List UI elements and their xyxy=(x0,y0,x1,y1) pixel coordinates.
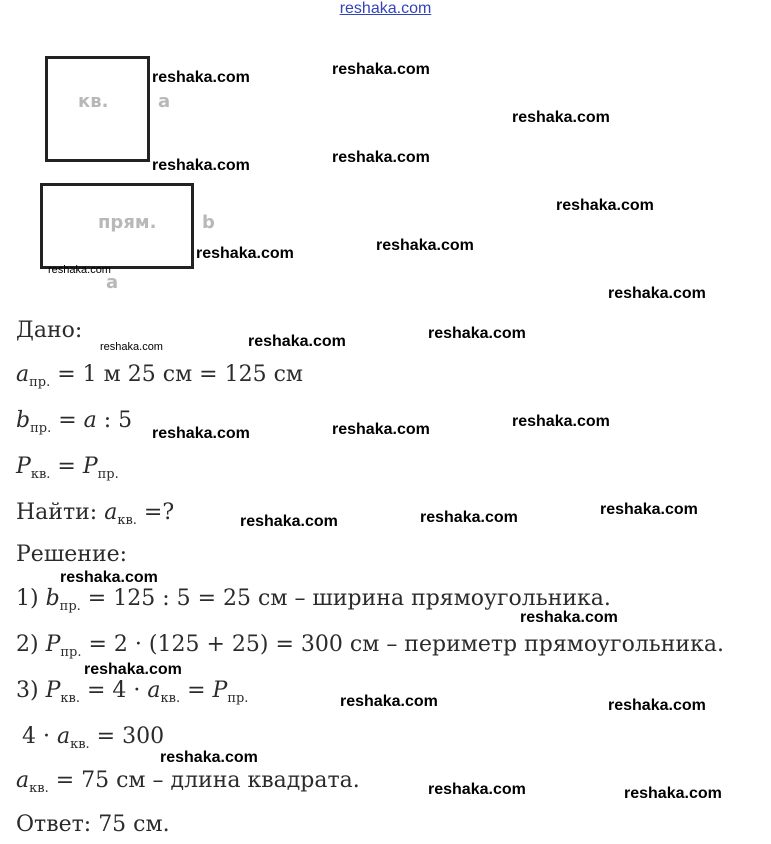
watermark: reshaka.com xyxy=(512,413,610,430)
watermark: reshaka.com xyxy=(376,237,474,254)
watermark: reshaka.com xyxy=(428,781,526,798)
watermark: reshaka.com xyxy=(100,341,163,353)
watermark: reshaka.com xyxy=(600,501,698,518)
solution-step-1 xyxy=(16,586,611,620)
var: b xyxy=(45,586,60,611)
text: Найти: xyxy=(16,500,105,525)
watermark: reshaka.com xyxy=(332,421,430,438)
text: = xyxy=(50,454,83,479)
watermark: reshaka.com xyxy=(340,693,438,710)
var: a xyxy=(16,362,30,387)
var: a xyxy=(104,500,118,525)
var: a xyxy=(83,408,97,433)
watermark: reshaka.com xyxy=(248,333,346,350)
watermark: reshaka.com xyxy=(152,69,250,86)
var: P xyxy=(45,678,61,703)
subscript: кв. xyxy=(30,467,51,482)
var: P xyxy=(82,454,98,479)
watermark: reshaka.com xyxy=(196,245,294,262)
watermark: reshaka.com xyxy=(520,609,618,626)
find-line xyxy=(16,500,174,534)
rectangle-height-label: b xyxy=(202,212,215,233)
text: = 4 · xyxy=(79,678,148,703)
rectangle-width-label: a xyxy=(106,272,119,293)
watermark: reshaka.com xyxy=(332,149,430,166)
watermark: reshaka.com xyxy=(608,697,706,714)
watermark: reshaka.com xyxy=(428,325,526,342)
text: = 75 см – длина квадрата. xyxy=(48,768,360,793)
text: 1) xyxy=(16,586,46,611)
text: = 300 xyxy=(89,724,165,749)
given-heading: Дано: xyxy=(16,318,83,343)
answer-line: Ответ: 75 см. xyxy=(16,812,170,837)
subscript: кв. xyxy=(60,691,80,706)
text: = xyxy=(180,678,213,703)
text: = xyxy=(51,408,84,433)
watermark: reshaka.com xyxy=(152,425,250,442)
subscript: пр. xyxy=(60,645,82,660)
subscript: пр. xyxy=(30,421,52,436)
given-line-3 xyxy=(16,454,119,488)
square-side-label: a xyxy=(158,91,171,112)
watermark: reshaka.com xyxy=(512,109,610,126)
subscript: кв. xyxy=(70,737,90,752)
var: a xyxy=(147,678,161,703)
text: = 1 м 25 см = 125 см xyxy=(50,362,304,387)
subscript: пр. xyxy=(29,375,51,390)
watermark: reshaka.com xyxy=(48,264,111,276)
rectangle-label: прям. xyxy=(98,212,157,233)
watermark: reshaka.com xyxy=(152,157,250,174)
watermark: reshaka.com xyxy=(420,509,518,526)
solution-heading: Решение: xyxy=(16,542,128,567)
watermark: reshaka.com xyxy=(160,749,258,766)
watermark: reshaka.com xyxy=(608,285,706,302)
given-line-1 xyxy=(16,362,303,396)
var: a xyxy=(16,768,30,793)
watermark: reshaka.com xyxy=(240,513,338,530)
text: = 125 : 5 = 25 см – ширина прямоугольника. xyxy=(80,586,611,611)
text: 4 · xyxy=(22,724,57,749)
var: P xyxy=(45,632,61,657)
subscript: пр. xyxy=(59,599,81,614)
var: b xyxy=(16,408,31,433)
subscript: пр. xyxy=(227,691,249,706)
solution-step-4 xyxy=(22,724,164,758)
given-line-2 xyxy=(16,408,132,442)
subscript: кв. xyxy=(160,691,181,706)
text: = 2 · (125 + 25) = 300 см – периметр прямоугольника. xyxy=(81,632,724,657)
var: P xyxy=(16,454,31,479)
watermark: reshaka.com xyxy=(332,61,430,78)
subscript: кв. xyxy=(117,513,137,528)
subscript: пр. xyxy=(97,467,119,482)
var: P xyxy=(212,678,228,703)
watermark: reshaka.com xyxy=(60,569,158,586)
var: a xyxy=(56,724,71,749)
solution-step-2 xyxy=(16,632,724,666)
text: 3) xyxy=(16,678,46,703)
text: 2) xyxy=(16,632,46,657)
square-label: кв. xyxy=(78,91,109,112)
subscript: кв. xyxy=(29,781,49,796)
solution-step-3 xyxy=(16,678,248,712)
watermark: reshaka.com xyxy=(624,785,722,802)
watermark: reshaka.com xyxy=(84,661,182,678)
text: : 5 xyxy=(96,408,133,433)
solution-step-5 xyxy=(16,768,360,802)
site-link[interactable]: reshaka.com xyxy=(339,0,432,17)
watermark: reshaka.com xyxy=(556,197,654,214)
text: =? xyxy=(136,500,175,525)
